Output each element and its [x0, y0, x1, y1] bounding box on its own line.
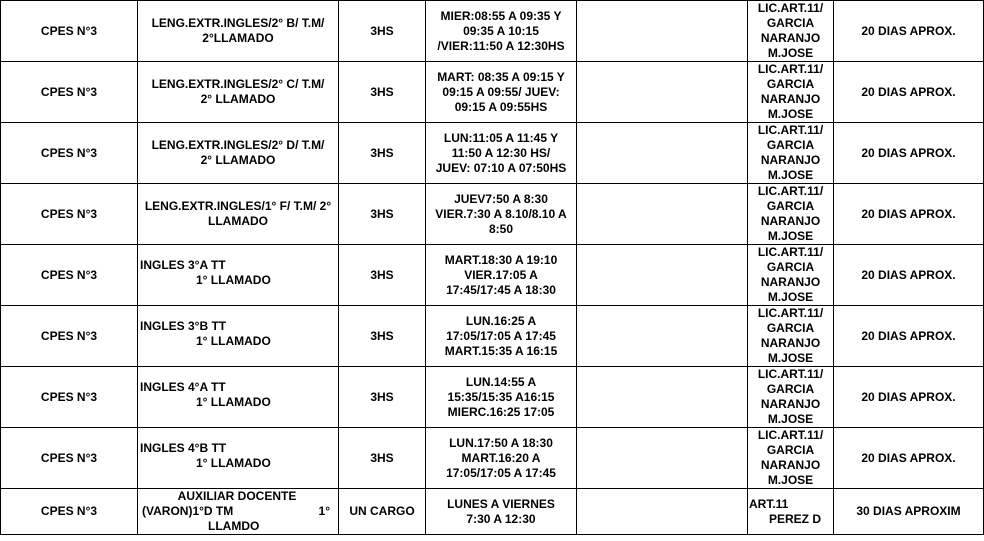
license-line: NARANJO [760, 92, 821, 106]
schedule-line: /VIER:11:50 A 12:30HS [437, 38, 565, 53]
license-line: GARCIA [766, 77, 815, 91]
school-cell: CPES N°3 [1, 367, 138, 428]
subject-line: LENG.EXTR.INGLES/2° D/ T.M/ [151, 138, 325, 152]
schedule-cell [426, 306, 577, 367]
duration-cell: 20 DIAS APROX. [834, 62, 984, 123]
subject-line: AUXILIAR DOCENTE [177, 489, 297, 503]
subject-cell [138, 489, 339, 535]
license-line: NARANJO [760, 31, 821, 45]
subject-line: 1° LLAMADO [196, 273, 271, 287]
school-cell: CPES N°3 [1, 184, 138, 245]
table-row [1, 489, 984, 535]
empty-cell [577, 489, 748, 535]
license-line: GARCIA [766, 382, 815, 396]
school-cell: CPES N°3 [1, 306, 138, 367]
hours-cell: 3HS [339, 428, 426, 489]
license-line: M.JOSE [767, 107, 814, 121]
schedule-line: 11:50 A 12:30 HS/ [451, 145, 551, 160]
license-line: LIC.ART.11/ [757, 367, 824, 381]
table-row [1, 123, 984, 184]
subject-line: LENG.EXTR.INGLES/2° C/ T.M/ [151, 77, 325, 91]
hours-cell: 3HS [339, 184, 426, 245]
empty-cell [577, 1, 748, 62]
license-cell [748, 367, 834, 428]
subject-line: LLAMDO [208, 519, 260, 533]
license-line: GARCIA [766, 16, 815, 30]
license-cell [748, 245, 834, 306]
schedule-line: 17:05/17:05 A 17:45 [446, 465, 556, 480]
subject-cell [138, 62, 339, 123]
hours-cell: 3HS [339, 62, 426, 123]
schedule-line: MART.16:20 A [461, 450, 541, 465]
school-cell: CPES N°3 [1, 123, 138, 184]
schedule-line: LUNES A VIERNES [447, 496, 555, 511]
schedule-line: JUEV7:50 A 8:30 [454, 191, 548, 206]
empty-cell [577, 245, 748, 306]
license-line: LIC.ART.11/ [757, 306, 824, 320]
empty-cell [577, 306, 748, 367]
license-line: M.JOSE [767, 412, 814, 426]
table-row [1, 367, 984, 428]
schedule-cell [426, 123, 577, 184]
license-line: GARCIA [766, 138, 815, 152]
license-line: PEREZ D [769, 511, 822, 526]
license-line: GARCIA [766, 260, 815, 274]
school-cell: CPES N°3 [1, 62, 138, 123]
schedule-cell [426, 489, 577, 535]
subject-cell [138, 123, 339, 184]
schedule-line: VIER.17:05 A [464, 267, 538, 282]
schedule-line: LUN.17:50 A 18:30 [449, 435, 553, 450]
hours-cell: 3HS [339, 306, 426, 367]
subject-line-part: 1° [318, 504, 330, 518]
subject-cell [138, 428, 339, 489]
schedule-line: 8:50 [488, 221, 514, 236]
hours-cell: 3HS [339, 245, 426, 306]
license-line: M.JOSE [767, 168, 814, 182]
schedule-line: MART.15:35 A 16:15 [444, 343, 558, 358]
subject-line-part: (VARON)1°D TM [142, 504, 234, 518]
license-line: NARANJO [760, 397, 821, 411]
duration-cell: 20 DIAS APROX. [834, 428, 984, 489]
duration-cell: 20 DIAS APROX. [834, 1, 984, 62]
empty-cell [577, 428, 748, 489]
license-cell [748, 123, 834, 184]
schedule-line: 7:30 A 12:30 [466, 511, 536, 526]
subject-line: 2°LLAMADO [202, 31, 274, 45]
schedule-cell [426, 367, 577, 428]
subject-line: INGLES 3°A TT [140, 258, 226, 272]
license-line: M.JOSE [767, 229, 814, 243]
subject-cell [138, 184, 339, 245]
schedule-line: LUN.14:55 A [465, 374, 537, 389]
license-line: M.JOSE [767, 473, 814, 487]
license-line: M.JOSE [767, 46, 814, 60]
schedule-line: MART: 08:35 A 09:15 Y [437, 69, 565, 84]
schedule-line: LUN:11:05 A 11:45 Y [443, 130, 559, 145]
license-line: LIC.ART.11/ [757, 1, 824, 15]
hours-cell: UN CARGO [339, 489, 426, 535]
license-line: M.JOSE [767, 351, 814, 365]
schedule-line: 09:15 A 09:55/ JUEV: [442, 84, 560, 99]
subject-line: 1° LLAMADO [196, 395, 271, 409]
school-cell: CPES N°3 [1, 1, 138, 62]
license-line: NARANJO [760, 458, 821, 472]
schedule-cell [426, 184, 577, 245]
license-line: GARCIA [766, 321, 815, 335]
schedule-line: MIER:08:55 A 09:35 Y [440, 8, 562, 23]
license-line: GARCIA [766, 199, 815, 213]
license-cell [748, 428, 834, 489]
duration-cell: 20 DIAS APROX. [834, 306, 984, 367]
subject-line [142, 504, 332, 519]
license-line: LIC.ART.11/ [757, 123, 824, 137]
school-cell: CPES N°3 [1, 428, 138, 489]
schedule-line: JUEV: 07:10 A 07:50HS [435, 160, 567, 175]
license-line: NARANJO [760, 214, 821, 228]
subject-cell [138, 367, 339, 428]
duration-cell: 20 DIAS APROX. [834, 123, 984, 184]
license-cell [748, 62, 834, 123]
license-cell [748, 306, 834, 367]
schedule-line: 15:35/15:35 A16:15 [447, 389, 555, 404]
hours-cell: 3HS [339, 1, 426, 62]
duration-cell: 30 DIAS APROXIM [834, 489, 984, 535]
schedule-line: 09:15 A 09:55HS [454, 99, 548, 114]
empty-cell [577, 62, 748, 123]
license-line: NARANJO [760, 275, 821, 289]
license-line: ART.11 [749, 496, 789, 511]
license-cell [748, 184, 834, 245]
duration-cell: 20 DIAS APROX. [834, 367, 984, 428]
table-body [1, 1, 984, 535]
table-row [1, 184, 984, 245]
subject-line: LENG.EXTR.INGLES/1° F/ T.M/ 2° [144, 199, 332, 213]
schedule-cell [426, 245, 577, 306]
license-cell [748, 1, 834, 62]
subject-line: 1° LLAMADO [196, 456, 271, 470]
table-row [1, 306, 984, 367]
subject-line: INGLES 4°A TT [140, 380, 226, 394]
table-row [1, 1, 984, 62]
license-line: NARANJO [760, 336, 821, 350]
subject-cell [138, 245, 339, 306]
school-cell: CPES N°3 [1, 489, 138, 535]
subject-line: LENG.EXTR.INGLES/2° B/ T.M/ [151, 16, 325, 30]
duration-cell: 20 DIAS APROX. [834, 245, 984, 306]
license-line: LIC.ART.11/ [757, 245, 824, 259]
subject-line: INGLES 4°B TT [140, 441, 227, 455]
schedule-line: MART.18:30 A 19:10 [444, 252, 558, 267]
license-line: LIC.ART.11/ [757, 184, 824, 198]
subject-line: 2° LLAMADO [200, 153, 276, 167]
subject-line: 2° LLAMADO [200, 92, 276, 106]
empty-cell [577, 123, 748, 184]
schedule-cell [426, 428, 577, 489]
license-line: GARCIA [766, 443, 815, 457]
table-row [1, 428, 984, 489]
license-line: NARANJO [760, 153, 821, 167]
license-line: LIC.ART.11/ [757, 428, 824, 442]
schedule-line: 09:35 A 10:15 [463, 23, 539, 38]
hours-cell: 3HS [339, 123, 426, 184]
license-line: LIC.ART.11/ [757, 62, 824, 76]
table-row [1, 245, 984, 306]
schedule-line: 17:05/17:05 A 17:45 [446, 328, 556, 343]
duration-cell: 20 DIAS APROX. [834, 184, 984, 245]
schedule-cell [426, 62, 577, 123]
subject-cell [138, 1, 339, 62]
schedule-line: VIER.7:30 A 8.10/8.10 A [435, 206, 567, 221]
subject-cell [138, 306, 339, 367]
schedule-line: 17:45/17:45 A 18:30 [446, 282, 556, 297]
table-row [1, 62, 984, 123]
subject-line: LLAMADO [208, 214, 268, 228]
schedule-cell [426, 1, 577, 62]
schedule-line: MIERC.16:25 17:05 [447, 404, 555, 419]
hours-cell: 3HS [339, 367, 426, 428]
school-cell: CPES N°3 [1, 245, 138, 306]
schedule-line: LUN.16:25 A [465, 313, 537, 328]
license-line: M.JOSE [767, 290, 814, 304]
empty-cell [577, 184, 748, 245]
subject-line: INGLES 3°B TT [140, 319, 227, 333]
subject-line: 1° LLAMADO [196, 334, 271, 348]
empty-cell [577, 367, 748, 428]
license-cell [748, 489, 834, 535]
